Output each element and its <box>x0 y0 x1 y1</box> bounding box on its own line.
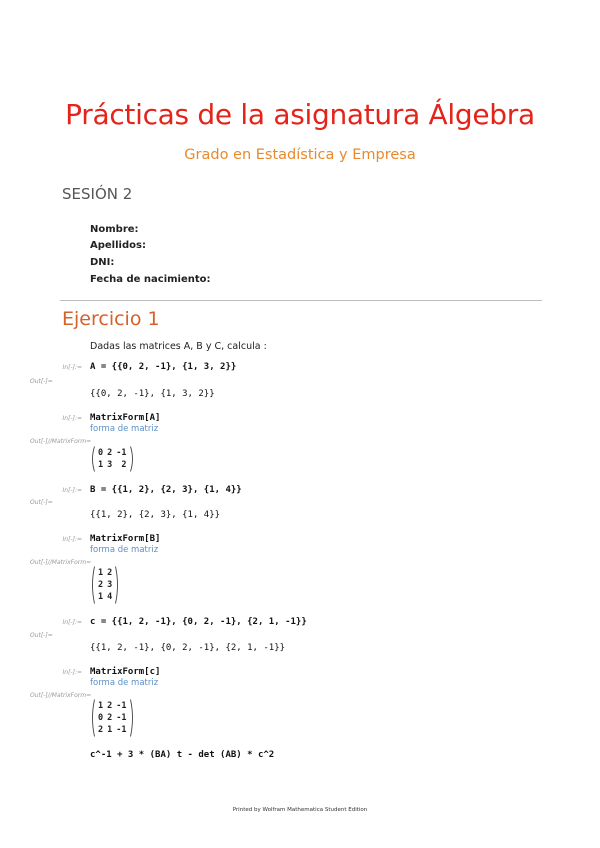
field-dni: DNI: <box>90 257 115 268</box>
matrix-right-paren <box>115 566 120 604</box>
output-label: Out[-]= <box>30 378 53 385</box>
input-hint: forma de matriz <box>90 424 159 434</box>
output-label: Out[-]= <box>30 632 53 639</box>
matrix-entry: 2 <box>107 713 113 723</box>
input-label: In[-]:= <box>62 364 82 371</box>
matrix-entry: 1 <box>98 568 104 578</box>
matrix-grid <box>95 446 130 472</box>
output-label: Out[-]//MatrixForm= <box>30 559 92 566</box>
matrix-right-paren <box>130 446 135 472</box>
output-label: Out[-]= <box>30 499 53 506</box>
matrix-entry: -1 <box>116 701 127 711</box>
matrix-B <box>90 566 120 604</box>
input-cell-B[interactable]: B = {{1, 2}, {2, 3}, {1, 4}} <box>90 485 242 495</box>
field-fecha-nacimiento: Fecha de nacimiento: <box>90 274 211 285</box>
matrix-grid <box>95 699 130 737</box>
input-cell-c[interactable]: c = {{1, 2, -1}, {0, 2, -1}, {2, 1, -1}} <box>90 617 307 627</box>
matrix-entry: 2 <box>98 580 104 590</box>
matrix-entry: 0 <box>98 713 104 723</box>
matrix-entry: 2 <box>121 460 127 470</box>
matrix-entry: 3 <box>107 460 113 470</box>
footer-note: Printed by Wolfram Mathematica Student Edition <box>232 807 368 813</box>
matrix-c <box>90 699 135 737</box>
input-cell-matrixform-B[interactable]: MatrixForm[B] <box>90 534 161 544</box>
matrix-entry: 1 <box>98 592 104 602</box>
matrix-entry: 2 <box>107 701 113 711</box>
exercise-heading: Ejercicio 1 <box>62 308 160 330</box>
section-heading: SESIÓN 2 <box>62 185 133 203</box>
matrix-entry: -1 <box>116 725 127 735</box>
input-label: In[-]:= <box>62 487 82 494</box>
output-label: Out[-]//MatrixForm= <box>30 692 92 699</box>
matrix-entry: 2 <box>107 568 113 578</box>
input-label: In[-]:= <box>62 536 82 543</box>
field-apellidos: Apellidos: <box>90 240 146 251</box>
input-cell-matrixform-A[interactable]: MatrixForm[A] <box>90 413 161 423</box>
input-hint: forma de matriz <box>90 545 159 555</box>
output-label: Out[-]//MatrixForm= <box>30 438 92 445</box>
exercise-intro: Dadas las matrices A, B y C, calcula : <box>90 341 267 352</box>
input-cell-A[interactable]: A = {{0, 2, -1}, {1, 3, 2}} <box>90 362 237 372</box>
input-cell-matrixform-c[interactable]: MatrixForm[c] <box>90 667 161 677</box>
divider <box>60 300 542 301</box>
matrix-entry: 4 <box>107 592 113 602</box>
input-hint: forma de matriz <box>90 678 159 688</box>
output-cell-A: {{0, 2, -1}, {1, 3, 2}} <box>90 389 215 399</box>
matrix-entry: 3 <box>107 580 113 590</box>
matrix-entry: -1 <box>116 448 127 458</box>
matrix-entry: 2 <box>107 448 113 458</box>
input-cell-expression[interactable]: c^-1 + 3 * (BA) t - det (AB) * c^2 <box>90 750 275 760</box>
input-label: In[-]:= <box>62 415 82 422</box>
input-label: In[-]:= <box>62 669 82 676</box>
matrix-A <box>90 446 135 472</box>
matrix-grid <box>95 566 115 604</box>
page-title: Prácticas de la asignatura Álgebra <box>65 98 535 131</box>
matrix-entry: 2 <box>98 725 104 735</box>
matrix-entry: 1 <box>98 701 104 711</box>
matrix-entry: 0 <box>98 448 104 458</box>
matrix-entry: -1 <box>116 713 127 723</box>
input-label: In[-]:= <box>62 619 82 626</box>
field-nombre: Nombre: <box>90 224 139 235</box>
page-subtitle: Grado en Estadística y Empresa <box>184 147 416 163</box>
matrix-entry: 1 <box>107 725 113 735</box>
output-cell-c: {{1, 2, -1}, {0, 2, -1}, {2, 1, -1}} <box>90 643 286 653</box>
matrix-entry: 1 <box>98 460 104 470</box>
output-cell-B: {{1, 2}, {2, 3}, {1, 4}} <box>90 510 221 520</box>
matrix-right-paren <box>130 699 135 737</box>
